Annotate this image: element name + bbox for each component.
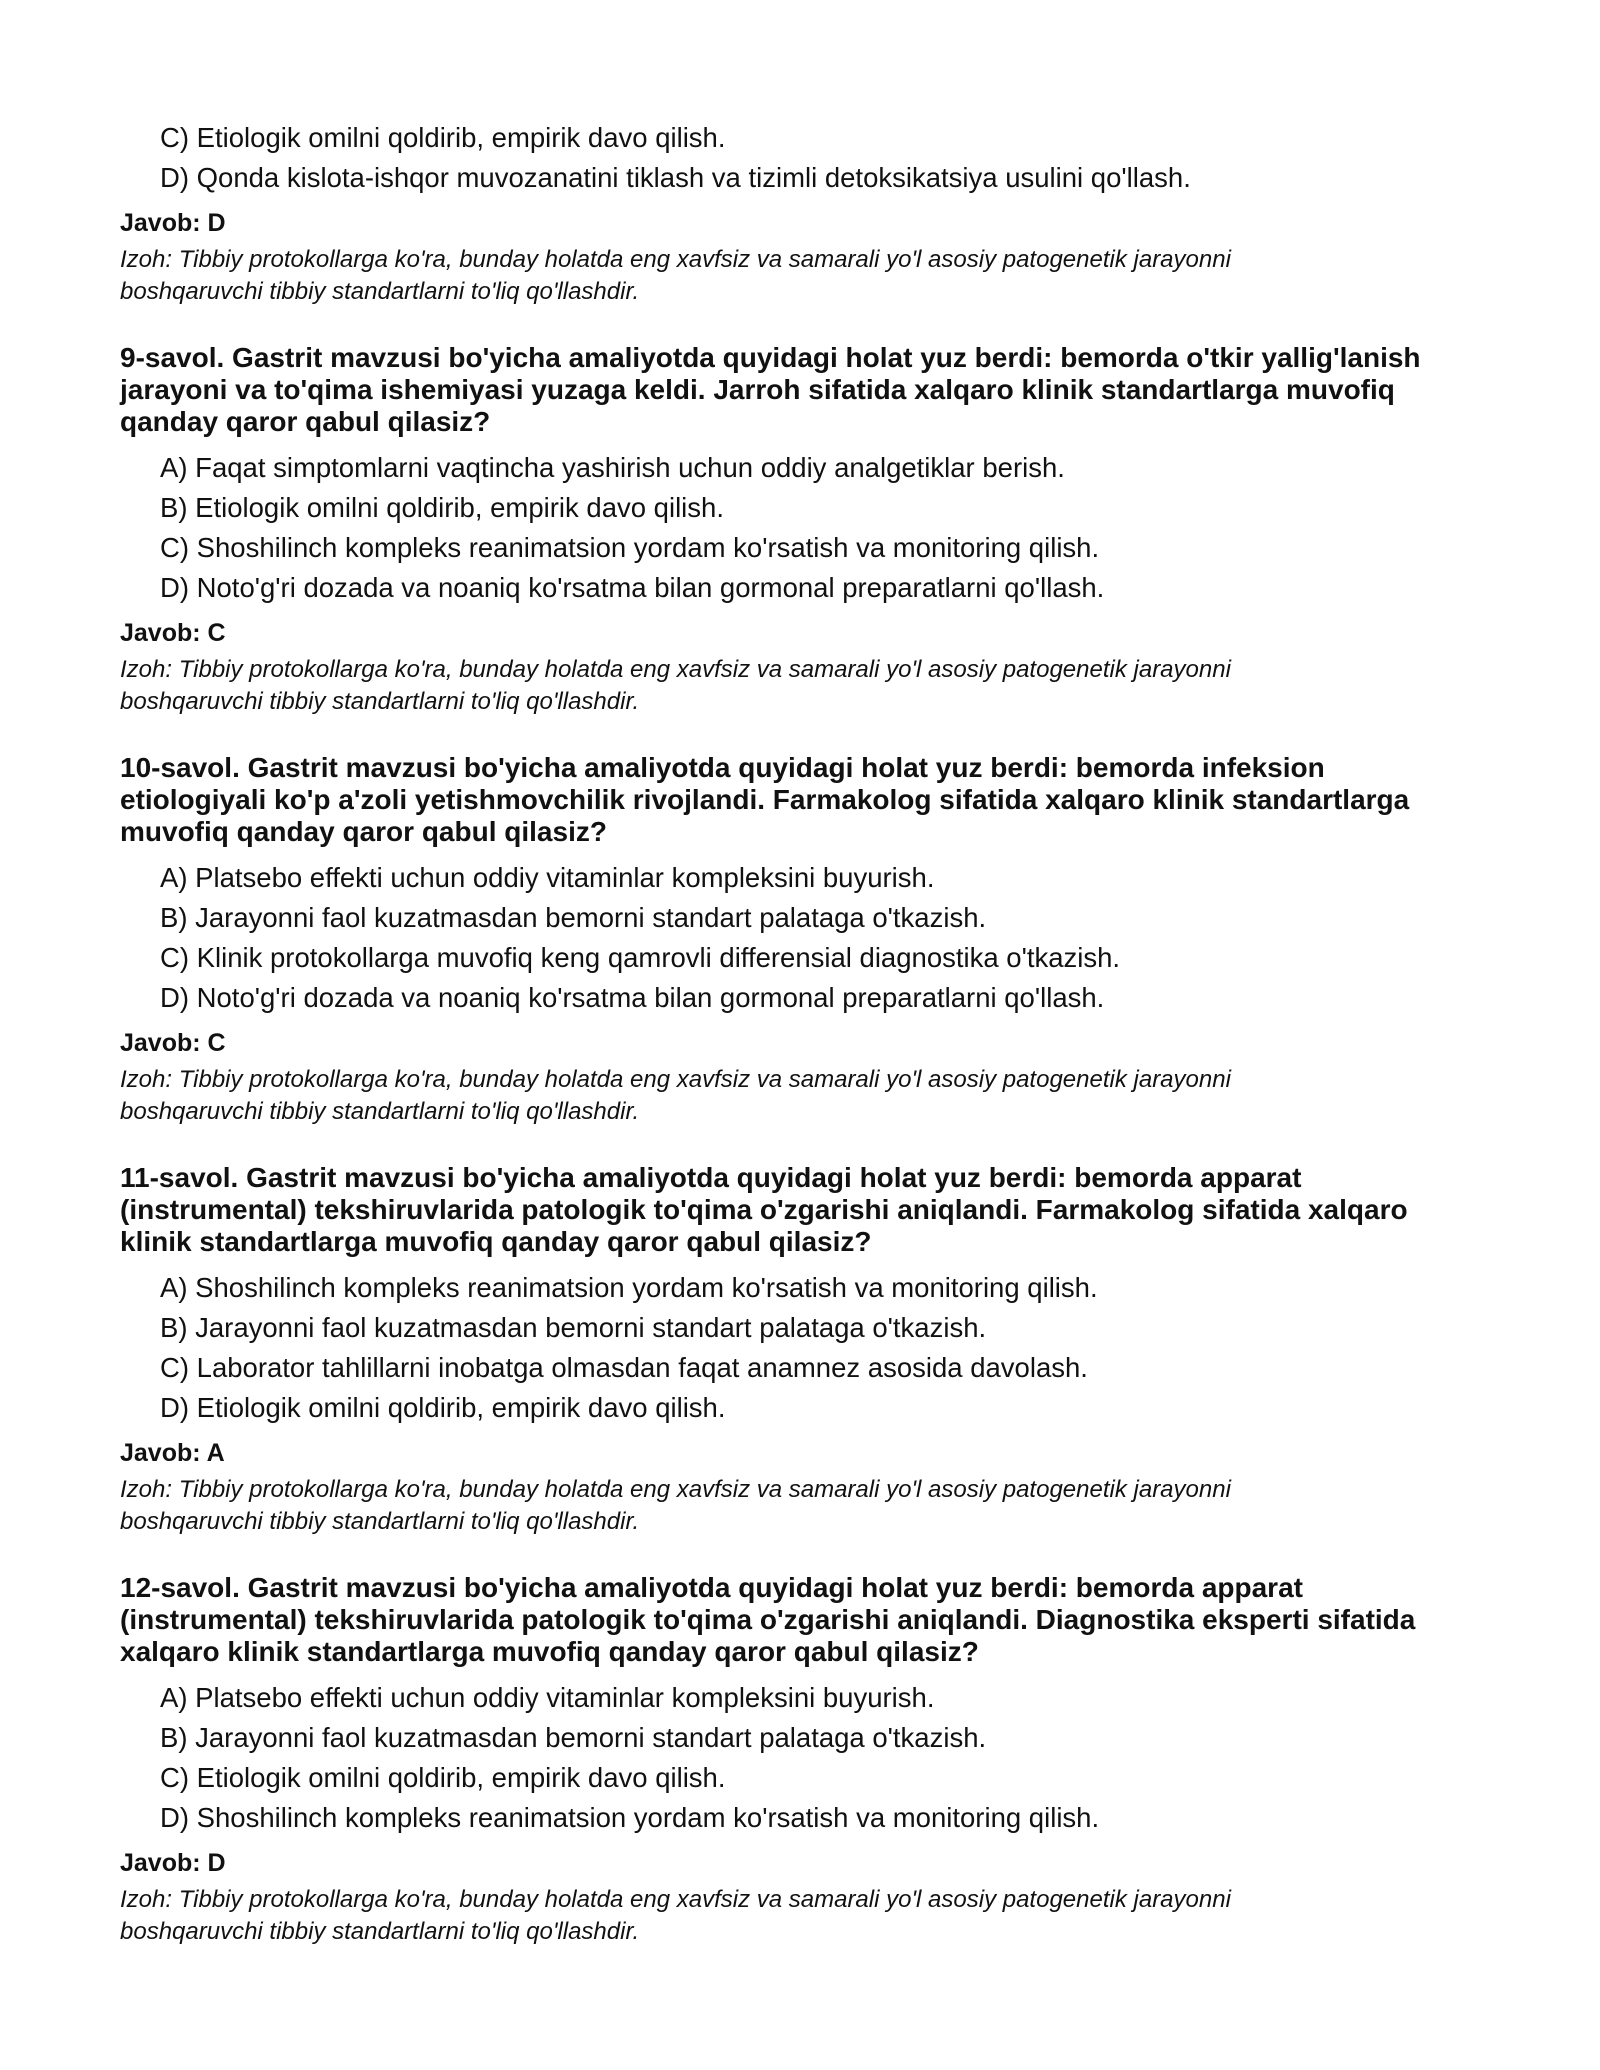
note-line: boshqaruvchi tibbiy standartlarni to'liq qo'llashdir. (120, 1918, 640, 1945)
explanation-note (120, 654, 1480, 718)
option-a: A) Platsebo effekti uchun oddiy vitaminlar kompleksini buyurish. (160, 1682, 935, 1713)
option-d: D) Qonda kislota-ishqor muvozanatini tiklash va tizimli detoksikatsiya usulini qo'llash. (160, 162, 1191, 193)
question-10 (120, 752, 1480, 1128)
answer-label: Javob: C (120, 619, 226, 647)
option-c: C) Laborator tahlillarni inobatga olmasdan faqat anamnez asosida davolash. (160, 1352, 1088, 1383)
question-line: klinik standartlarga muvofiq qanday qaror qabul qilasiz? (120, 1226, 872, 1257)
option-d: D) Shoshilinch kompleks reanimatsion yordam ko'rsatish va monitoring qilish. (160, 1802, 1100, 1833)
note-line: Izoh: Tibbiy protokollarga ko'ra, bunday holatda eng xavfsiz va samarali yo'l asosiy patogenetik jarayonni (120, 246, 1231, 273)
note-line: Izoh: Tibbiy protokollarga ko'ra, bunday holatda eng xavfsiz va samarali yo'l asosiy patogenetik jarayonni (120, 1476, 1231, 1503)
question-9 (120, 342, 1480, 718)
question-text (120, 752, 1480, 848)
question-line: (instrumental) tekshiruvlarida patologik to'qima o'zgarishi aniqlandi. Diagnostika eksperti sifatida (120, 1604, 1416, 1635)
question-text (120, 1162, 1480, 1258)
option-a: A) Platsebo effekti uchun oddiy vitaminlar kompleksini buyurish. (160, 862, 935, 893)
note-line: boshqaruvchi tibbiy standartlarni to'liq qo'llashdir. (120, 1508, 640, 1535)
explanation-note (120, 1064, 1480, 1128)
option-c: C) Etiologik omilni qoldirib, empirik davo qilish. (160, 1762, 726, 1793)
question-8-tail (120, 118, 1480, 308)
option-a: A) Faqat simptomlarni vaqtincha yashirish uchun oddiy analgetiklar berish. (160, 452, 1065, 483)
note-line: boshqaruvchi tibbiy standartlarni to'liq qo'llashdir. (120, 1098, 640, 1125)
answer-label: Javob: C (120, 1029, 226, 1057)
answer-label: Javob: D (120, 209, 226, 237)
answer-label: Javob: D (120, 1849, 226, 1877)
explanation-note (120, 1884, 1480, 1948)
question-line: xalqaro klinik standartlarga muvofiq qanday qaror qabul qilasiz? (120, 1636, 979, 1667)
explanation-note (120, 1474, 1480, 1538)
option-b: B) Jarayonni faol kuzatmasdan bemorni standart palataga o'tkazish. (160, 902, 987, 933)
option-b: B) Jarayonni faol kuzatmasdan bemorni standart palataga o'tkazish. (160, 1312, 987, 1343)
question-line: 11-savol. Gastrit mavzusi bo'yicha amaliyotda quyidagi holat yuz berdi: bemorda apparat (120, 1162, 1302, 1193)
option-d: D) Noto'g'ri dozada va noaniq ko'rsatma bilan gormonal preparatlarni qo'llash. (160, 982, 1105, 1013)
note-line: boshqaruvchi tibbiy standartlarni to'liq qo'llashdir. (120, 688, 640, 715)
note-line: Izoh: Tibbiy protokollarga ko'ra, bunday holatda eng xavfsiz va samarali yo'l asosiy patogenetik jarayonni (120, 1066, 1231, 1093)
question-line: qanday qaror qabul qilasiz? (120, 406, 491, 437)
note-line: Izoh: Tibbiy protokollarga ko'ra, bunday holatda eng xavfsiz va samarali yo'l asosiy patogenetik jarayonni (120, 656, 1231, 683)
note-line: boshqaruvchi tibbiy standartlarni to'liq qo'llashdir. (120, 278, 640, 305)
question-line: (instrumental) tekshiruvlarida patologik to'qima o'zgarishi aniqlandi. Farmakolog sifatida xalqaro (120, 1194, 1408, 1225)
explanation-note (120, 244, 1480, 308)
option-d: D) Etiologik omilni qoldirib, empirik davo qilish. (160, 1392, 726, 1423)
question-line: 9-savol. Gastrit mavzusi bo'yicha amaliyotda quyidagi holat yuz berdi: bemorda o'tkir yallig'lanish (120, 342, 1421, 373)
question-line: jarayoni va to'qima ishemiyasi yuzaga keldi. Jarroh sifatida xalqaro klinik standartlarga muvofiq (120, 374, 1395, 405)
question-line: etiologiyali ko'p a'zoli yetishmovchilik rivojlandi. Farmakolog sifatida xalqaro klinik standartlarga (120, 784, 1410, 815)
option-c: C) Shoshilinch kompleks reanimatsion yordam ko'rsatish va monitoring qilish. (160, 532, 1100, 563)
option-a: A) Shoshilinch kompleks reanimatsion yordam ko'rsatish va monitoring qilish. (160, 1272, 1098, 1303)
answer-label: Javob: A (120, 1439, 225, 1467)
option-d: D) Noto'g'ri dozada va noaniq ko'rsatma bilan gormonal preparatlarni qo'llash. (160, 572, 1105, 603)
option-c: C) Klinik protokollarga muvofiq keng qamrovli differensial diagnostika o'tkazish. (160, 942, 1121, 973)
question-text (120, 342, 1480, 438)
note-line: Izoh: Tibbiy protokollarga ko'ra, bunday holatda eng xavfsiz va samarali yo'l asosiy patogenetik jarayonni (120, 1886, 1231, 1913)
option-c: C) Etiologik omilni qoldirib, empirik davo qilish. (160, 122, 726, 153)
question-line: 10-savol. Gastrit mavzusi bo'yicha amaliyotda quyidagi holat yuz berdi: bemorda infeksion (120, 752, 1325, 783)
question-line: muvofiq qanday qaror qabul qilasiz? (120, 816, 607, 847)
question-text (120, 1572, 1480, 1668)
option-b: B) Jarayonni faol kuzatmasdan bemorni standart palataga o'tkazish. (160, 1722, 987, 1753)
question-11 (120, 1162, 1480, 1538)
question-12 (120, 1572, 1480, 1948)
document-page (120, 118, 1480, 1948)
option-b: B) Etiologik omilni qoldirib, empirik davo qilish. (160, 492, 724, 523)
question-line: 12-savol. Gastrit mavzusi bo'yicha amaliyotda quyidagi holat yuz berdi: bemorda apparat (120, 1572, 1303, 1603)
